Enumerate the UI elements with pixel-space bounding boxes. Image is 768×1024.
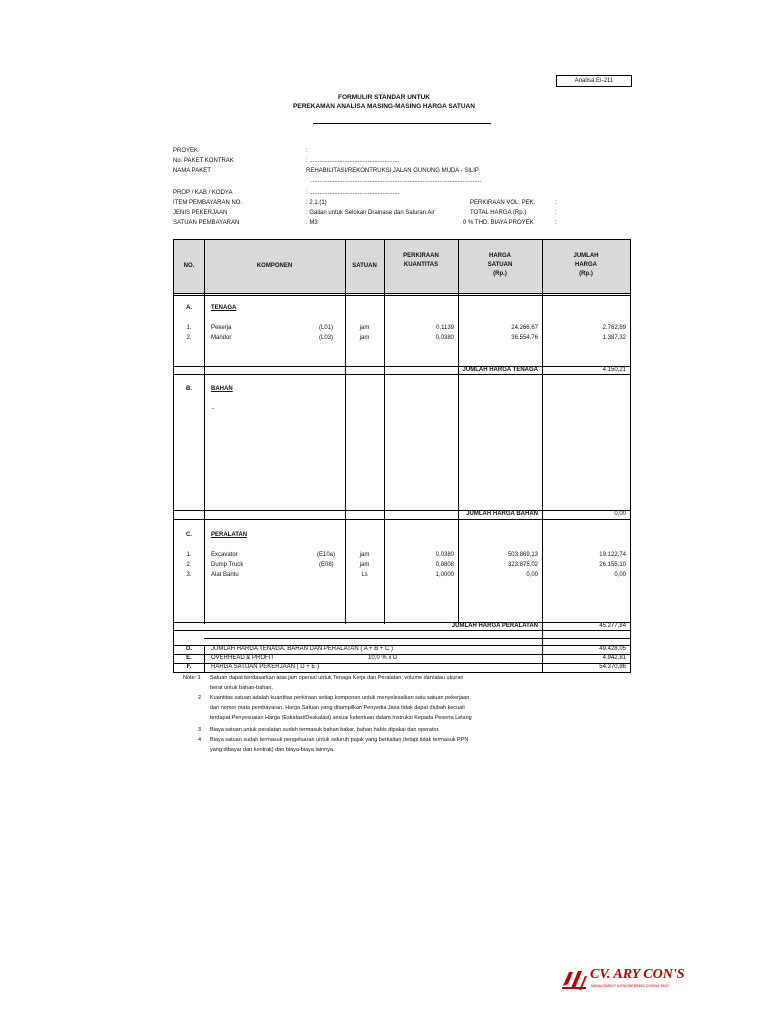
header-harga-2: SATUAN	[487, 262, 513, 268]
tenaga-row-1-no: 1.	[186, 325, 192, 331]
section-a-title: TENAGA	[211, 305, 237, 311]
summary-e-label: OVERHEAD & PROFIT	[211, 655, 275, 661]
section-b-title: BAHAN	[211, 386, 233, 392]
summary-e-extra: 10,0 % x D	[368, 655, 398, 661]
peralatan-row-3-total: 0,00	[614, 572, 626, 578]
satuan-value: : M3	[306, 220, 318, 226]
paket-kontrak-value: : ......................................................	[306, 158, 400, 164]
jenis-value: : Galian untuk Selokan Drainase dan Saluran Air	[306, 210, 435, 216]
tenaga-row-2-qty: 0,0380	[435, 335, 454, 341]
peralatan-sum-value: 45.277,84	[599, 623, 626, 629]
vol-value: :	[555, 200, 557, 206]
summary-f-label: HARGA SATUAN PEKERJAAN ( D + E )	[211, 664, 320, 670]
proyek-label: PROYEK	[173, 148, 199, 154]
persen-label: 0 % THD. BIAYA PROYEK	[463, 220, 534, 226]
peralatan-row-2-price: 323.875,02	[507, 562, 538, 568]
jenis-label: JENIS PEKERJAAN	[173, 210, 228, 216]
note-4-line-2: yang dibayar dari kontrak) dan biaya-biaya lainnya.	[210, 747, 335, 753]
header-jumlah-3: (Rp.)	[579, 271, 593, 277]
peralatan-row-3-qty: 1,0000	[435, 572, 454, 578]
summary-d-no: D.	[186, 646, 192, 652]
tenaga-row-2-no: 2.	[186, 335, 192, 341]
peralatan-row-3-name: Alat Bantu	[211, 572, 239, 578]
note-1-line-2: berat untuk bahan-bahan.	[210, 685, 273, 691]
tenaga-row-1-code: (L01)	[319, 325, 334, 331]
section-c-no: C.	[186, 532, 192, 538]
notes-prefix: Note: 1	[183, 675, 201, 681]
bahan-sum-value: 0,00	[614, 511, 626, 517]
peralatan-row-1-qty: 0,0380	[435, 552, 454, 558]
tenaga-row-1-unit: jam	[359, 325, 370, 331]
document-code: Analisa EI-211	[556, 75, 632, 87]
section-b-no: B.	[186, 386, 192, 392]
header-satuan: SATUAN	[352, 263, 377, 269]
vol-label: PERKIRAAN VOL. PEK.	[470, 200, 536, 206]
row-divider	[204, 638, 630, 639]
tenaga-row-1-qty: 0,1139	[436, 325, 454, 331]
tenaga-row-1-price: 24.266,67	[511, 325, 538, 331]
peralatan-row-1-total: 19.122,74	[599, 552, 626, 558]
peralatan-row-2-name: Dump Truck	[211, 562, 244, 568]
title-underline	[313, 123, 491, 124]
title-line-2: PEREKAMAN ANALISA MASING-MASING HARGA SATUAN	[293, 103, 475, 110]
title-line-1: FORMULIR STANDAR UNTUK	[338, 94, 430, 101]
persen-value: :	[555, 220, 557, 226]
summary-f-no: F.	[186, 664, 192, 670]
tenaga-row-1-name: Pekerja	[211, 325, 232, 331]
header-kuantitas-1: PERKIRAAN	[403, 253, 439, 259]
bahan-empty-dash: -	[212, 406, 214, 412]
total-value: :	[555, 210, 557, 216]
company-logo-name: CV. ARY CON'S	[590, 967, 685, 982]
peralatan-row-2-qty: 0,0808	[435, 562, 454, 568]
tenaga-row-2-total: 1.387,32	[602, 335, 626, 341]
peralatan-row-2-unit: jam	[359, 562, 370, 568]
prop-label: PROP / KAB / KODYA	[173, 190, 233, 196]
nama-paket-value: REHABILITASI/REKONTRUKSI JALAN GUNUNG MUDA - SILIP	[306, 168, 479, 174]
row-divider	[174, 295, 630, 296]
tenaga-sum-label: JUMLAH HARGA TENAGA	[462, 367, 538, 373]
summary-e-value: 4.942,81	[602, 655, 626, 661]
header-no: NO.	[183, 263, 195, 269]
summary-f-value: 54.370,86	[599, 664, 626, 670]
proyek-value: :	[306, 148, 308, 154]
summary-d-label: JUMLAH HARGA TENAGA, BAHAN DAN PERALATAN ( A + B + C )	[211, 646, 394, 652]
total-label: TOTAL HARGA (Rp.)	[470, 210, 527, 216]
peralatan-row-2-no: 2.	[186, 562, 192, 568]
peralatan-row-2-total: 26.155,10	[599, 562, 626, 568]
note-1-line-1: Satuan dapat berdasarkan atas jam operasi untuk Tenaga Kerja dan Peralatan, volume dan/atau ukuran	[210, 675, 464, 681]
item-label: ITEM PEMBAYARAN NO.	[173, 200, 243, 206]
summary-d-value: 49.428,05	[599, 646, 626, 652]
tenaga-row-2-price: 36.554,76	[511, 335, 538, 341]
header-harga-3: (Rp.)	[493, 271, 507, 277]
note-2-line-1: Kuantitas satuan adalah kuantitas perkiraan setiap komponen untuk menyelesaikan satu satuan pekerjaan	[210, 695, 470, 701]
col-divider	[542, 240, 543, 672]
peralatan-row-1-name: Excavator	[211, 552, 238, 558]
peralatan-sum-label: JUMLAH HARGA PERALATAN	[451, 623, 538, 629]
nama-paket-dots: ......................................................................................................	[311, 178, 482, 184]
company-logo-icon	[560, 968, 588, 992]
peralatan-row-3-no: 3.	[186, 572, 192, 578]
header-komponen: KOMPONEN	[256, 263, 293, 269]
peralatan-row-1-price: 503.869,13	[507, 552, 538, 558]
company-logo-tagline: MANAGEMENT & ENGINEERING CONSULTANT	[591, 984, 669, 988]
peralatan-row-1-code: (E10a)	[317, 552, 336, 558]
tenaga-row-2-code: (L03)	[319, 335, 334, 341]
row-divider	[174, 374, 630, 375]
col-divider	[204, 645, 205, 672]
header-jumlah-1: JUMLAH	[573, 253, 599, 259]
header-harga-1: HARGA	[489, 253, 511, 259]
note-2-line-2: dari nomor mata pembayaran. Harga Satuan yang ditampilkan Penyedia Jasa tidak dapat diubah kecuali	[210, 705, 465, 711]
tenaga-row-2-name: Mandor	[211, 335, 232, 341]
tenaga-row-1-total: 2.762,89	[602, 325, 626, 331]
tenaga-sum-value: 4.150,21	[602, 367, 626, 373]
paket-kontrak-label: No. PAKET KONTRAK	[173, 158, 234, 164]
peralatan-row-1-no: 1.	[186, 552, 192, 558]
note-2-line-3: terdapat Penyesuaian Harga (Eskalasi/Deskalasi) sesuai ketentuan dalam Instruksi Kepada Peserta Lelang	[210, 715, 472, 721]
peralatan-row-3-unit: Ls	[361, 572, 368, 578]
summary-e-no: E.	[186, 655, 192, 661]
item-value: : 2.1.(1)	[306, 200, 327, 206]
note-4-line-1: Biaya satuan sudah termasuk pengeluaran untuk seluruh pajak yang berkaitan (tetapi tidak termasuk PPN	[210, 737, 469, 743]
note-3-line-1: Biaya satuan untuk peralatan sudah termasuk bahan bakar, bahan habis dipakai dan operator.	[210, 727, 440, 733]
analysis-table	[173, 239, 631, 673]
row-divider	[174, 630, 630, 631]
col-divider	[204, 240, 205, 624]
row-divider	[174, 519, 630, 520]
note-2-number: 2	[198, 695, 202, 701]
bahan-sum-label: JUMLAH HARGA BAHAN	[466, 511, 538, 517]
note-4-number: 4	[198, 737, 202, 743]
section-c-title: PERALATAN	[211, 532, 248, 538]
peralatan-row-3-price: 0,00	[526, 572, 538, 578]
nama-paket-label: NAMA PAKET	[173, 168, 211, 174]
section-a-no: A.	[186, 305, 192, 311]
peralatan-row-1-unit: jam	[359, 552, 370, 558]
tenaga-row-2-unit: jam	[359, 335, 370, 341]
note-3-number: 3	[198, 727, 202, 733]
prop-value: : ......................................................	[306, 190, 400, 196]
header-jumlah-2: HARGA	[575, 262, 597, 268]
header-kuantitas-2: KUANTITAS	[403, 262, 439, 268]
satuan-label: SATUAN PEMBAYARAN	[173, 220, 240, 226]
peralatan-row-2-code: (E08)	[319, 562, 334, 568]
